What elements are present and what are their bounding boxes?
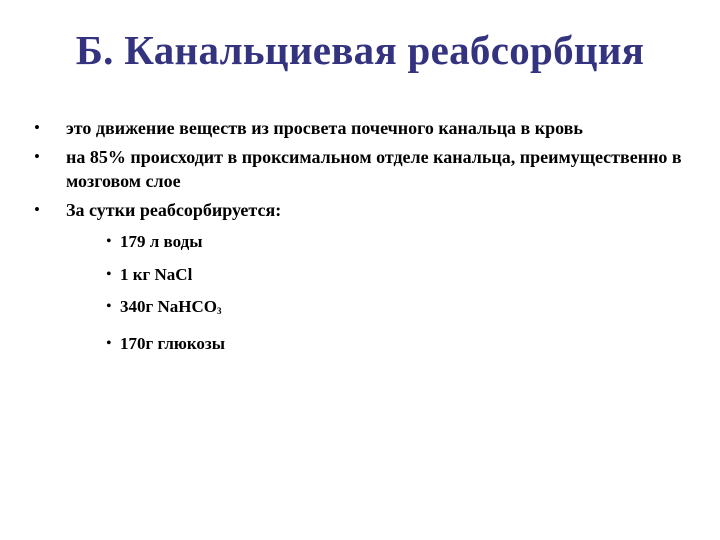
sub-bullet-list	[106, 230, 506, 364]
bullet-list	[34, 116, 694, 227]
bullet-icon: •	[34, 200, 40, 219]
sub-bullet-item	[106, 263, 506, 287]
subscript: 3	[216, 306, 222, 316]
bullet-icon: •	[34, 118, 40, 137]
bullet-icon: •	[34, 147, 40, 166]
sub-bullet-text: 170г глюкозы	[120, 333, 226, 353]
sub-bullet-text: 179 л воды	[120, 232, 203, 251]
sub-bullet-item	[106, 230, 506, 254]
slide-title: Б. Канальциевая реабсорбция	[75, 27, 645, 73]
bullet-item	[34, 116, 694, 140]
bullet-text: За сутки реабсорбируется:	[66, 200, 282, 220]
sub-bullet-text: 1 кг NaCl	[120, 264, 193, 284]
bullet-icon: •	[106, 265, 112, 283]
sub-bullet-text: 340г NaHCO	[120, 297, 217, 316]
bullet-text: на 85% происходит в проксимальном отделе канальца, преимущественно в мозговом слое	[66, 147, 682, 191]
bullet-icon: •	[106, 334, 112, 352]
bullet-icon: •	[106, 233, 112, 250]
bullet-item	[34, 198, 694, 222]
sub-bullet-item	[106, 295, 506, 323]
sub-bullet-item	[106, 332, 506, 356]
bullet-icon: •	[106, 298, 112, 315]
bullet-text: это движение веществ из просвета почечного канальца в кровь	[66, 118, 583, 138]
bullet-item	[34, 145, 694, 193]
